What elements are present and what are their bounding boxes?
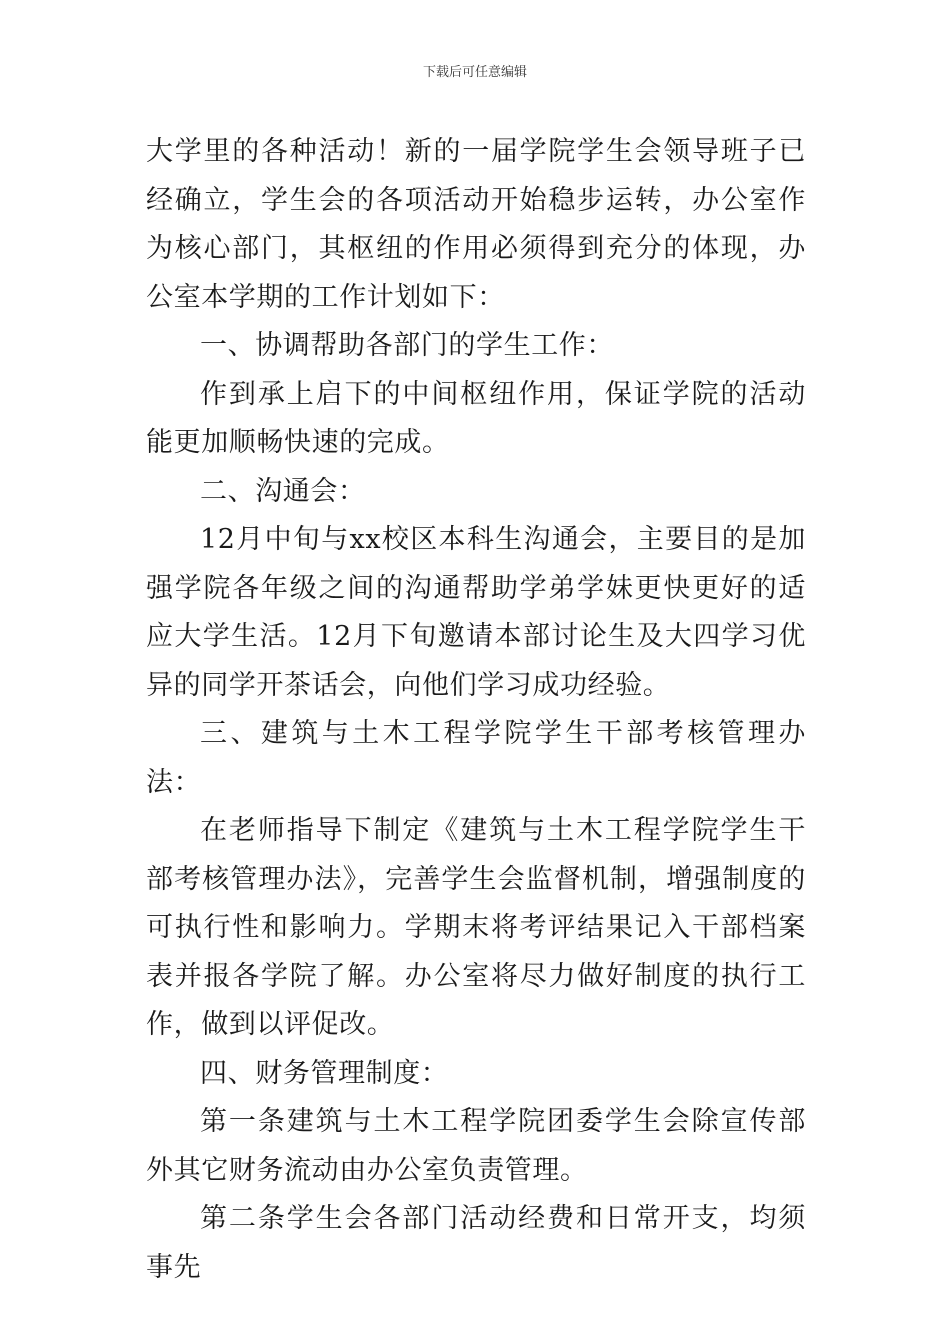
paragraph-article-2: 第二条学生会各部门活动经费和日常开支，均须事先 [146, 1203, 806, 1283]
page-header: 下载后可任意编辑 [422, 65, 527, 80]
paragraph-section-1: 作到承上启下的中间枢纽作用，保证学院的活动能更加顺畅快速的完成。 [146, 378, 806, 458]
paragraph-section-2: 12月中旬与xx校区本科生沟通会，主要目的是加强学院各年级之间的沟通帮助学弟学妹更快更好的适应大学生活。12月下旬邀请本部讨论生及大四学习优异的同学开茶话会，向他们学习成功经验。 [146, 524, 806, 701]
section-heading-4: 四、财务管理制度： [200, 1057, 449, 1089]
section-heading-2: 二、沟通会： [200, 475, 366, 507]
paragraph-article-1: 第一条建筑与土木工程学院团委学生会除宣传部外其它财务流动由办公室负责管理。 [146, 1106, 806, 1186]
paragraph-intro: 大学里的各种活动！新的一届学院学生会领导班子已经确立，学生会的各项活动开始稳步运转，办公室作为核心部门，其枢纽的作用必须得到充分的体现，办公室本学期的工作计划如下： [146, 136, 806, 313]
paragraph-section-3: 在老师指导下制定《建筑与土木工程学院学生干部考核管理办法》，完善学生会监督机制，增强制度的可执行性和影响力。学期末将考评结果记入干部档案表并报各学院了解。办公室将尽力做好制度的执行工作，做到以评促改。 [146, 815, 806, 1040]
section-heading-1: 一、协调帮助各部门的学生工作： [200, 330, 614, 361]
section-heading-3: 三、建筑与土木工程学院学生干部考核管理办法： [146, 718, 806, 798]
document-body [146, 128, 806, 1292]
